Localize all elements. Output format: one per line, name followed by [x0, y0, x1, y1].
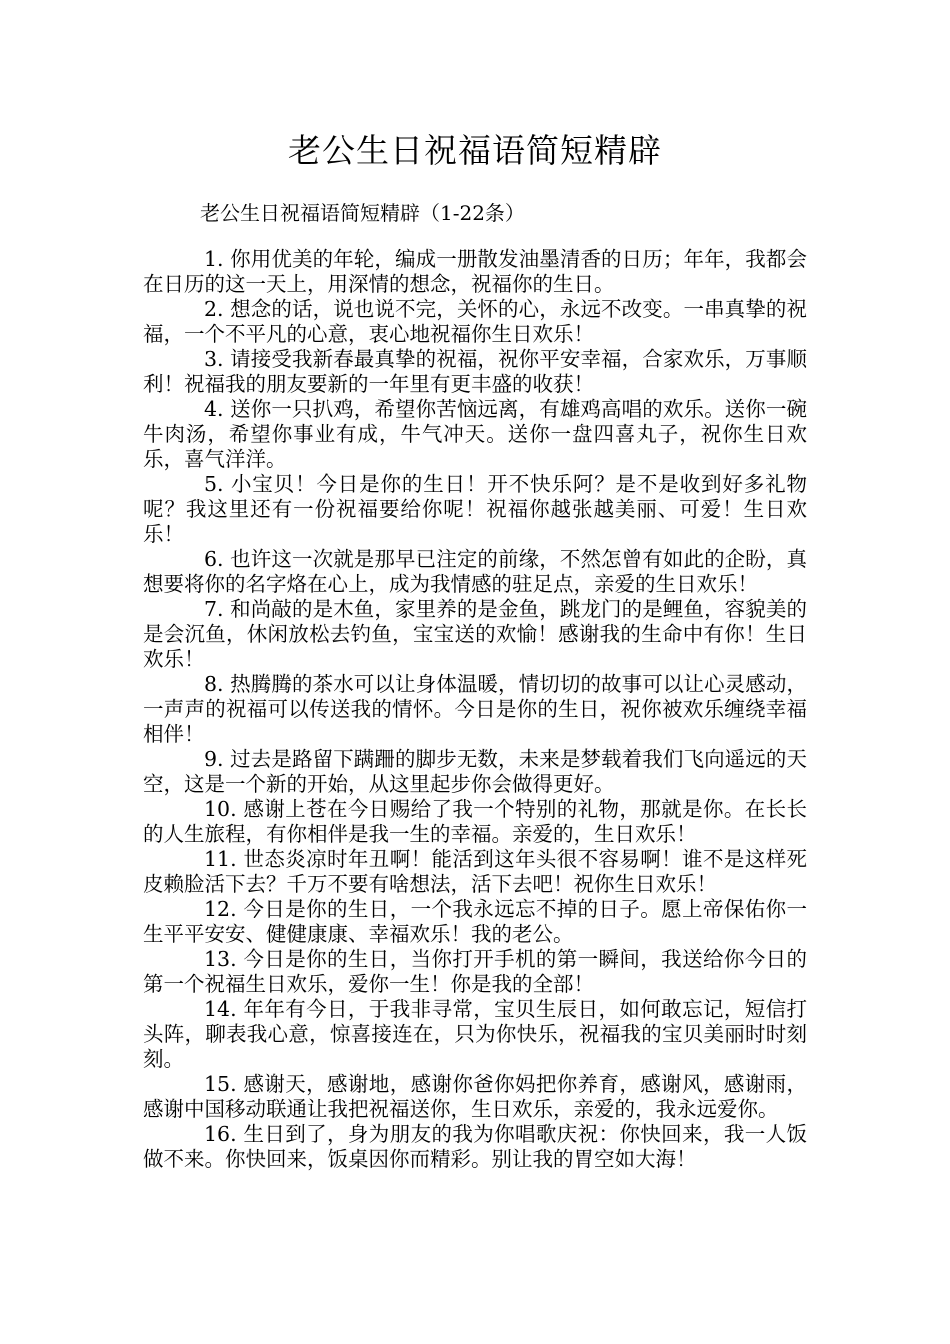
- list-item: 11. 世态炎凉时年丑啊！能活到这年头很不容易啊！谁不是这样死皮赖脸活下去？千万不要有啥想法，活下去吧！祝你生日欢乐！: [143, 847, 807, 896]
- list-item: 4. 送你一只扒鸡，希望你苦恼远离，有雄鸡高唱的欢乐。送你一碗牛肉汤，希望你事业有成，牛气冲天。送你一盘四喜丸子，祝你生日欢乐，喜气洋洋。: [143, 397, 807, 471]
- list-item: 12. 今日是你的生日，一个我永远忘不掉的日子。愿上帝保佑你一生平平安安、健健康康、幸福欢乐！我的老公。: [143, 897, 807, 946]
- list-item: 3. 请接受我新春最真挚的祝福，祝你平安幸福，合家欢乐，万事顺利！祝福我的朋友要新的一年里有更丰盛的收获！: [143, 347, 807, 396]
- list-item: 9. 过去是路留下蹒跚的脚步无数，未来是梦载着我们飞向遥远的天空，这是一个新的开始，从这里起步你会做得更好。: [143, 747, 807, 796]
- document-title: 老公生日祝福语简短精辟: [288, 131, 662, 170]
- list-item: 13. 今日是你的生日，当你打开手机的第一瞬间，我送给你今日的第一个祝福生日欢乐，爱你一生！你是我的全部！: [143, 947, 807, 996]
- list-item: 7. 和尚敲的是木鱼，家里养的是金鱼，跳龙门的是鲤鱼，容貌美的是会沉鱼，休闲放松去钓鱼，宝宝送的欢愉！感谢我的生命中有你！生日欢乐！: [143, 597, 807, 671]
- list-item: 16. 生日到了，身为朋友的我为你唱歌庆祝：你快回来，我一人饭做不来。你快回来，饭桌因你而精彩。别让我的胃空如大海！: [143, 1122, 807, 1171]
- list-item: 6. 也许这一次就是那早已注定的前缘，不然怎曾有如此的企盼，真想要将你的名字烙在心上，成为我情感的驻足点，亲爱的生日欢乐！: [143, 547, 807, 596]
- list-item: 15. 感谢天，感谢地，感谢你爸你妈把你养育，感谢风，感谢雨，感谢中国移动联通让我把祝福送你，生日欢乐，亲爱的，我永远爱你。: [143, 1072, 807, 1121]
- list-item: 1. 你用优美的年轮，编成一册散发油墨清香的日历；年年，我都会在日历的这一天上，用深情的想念，祝福你的生日。: [143, 247, 807, 296]
- document-body: [143, 247, 807, 1172]
- list-item: 2. 想念的话，说也说不完，关怀的心，永远不改变。一串真挚的祝福，一个不平凡的心意，衷心地祝福你生日欢乐！: [143, 297, 807, 346]
- list-item: 10. 感谢上苍在今日赐给了我一个特别的礼物，那就是你。在长长的人生旅程，有你相伴是我一生的幸福。亲爱的，生日欢乐！: [143, 797, 807, 846]
- list-item: 8. 热腾腾的茶水可以让身体温暖，情切切的故事可以让心灵感动，一声声的祝福可以传送我的情怀。今日是你的生日，祝你被欢乐缠绕幸福相伴！: [143, 672, 807, 746]
- list-item: 5. 小宝贝！今日是你的生日！开不快乐阿？是不是收到好多礼物呢？我这里还有一份祝福要给你呢！祝福你越张越美丽、可爱！生日欢乐！: [143, 472, 807, 546]
- list-item: 14. 年年有今日，于我非寻常，宝贝生辰日，如何敢忘记，短信打头阵，聊表我心意，惊喜接连在，只为你快乐，祝福我的宝贝美丽时时刻刻。: [143, 997, 807, 1071]
- document-subtitle: 老公生日祝福语简短精辟（1-22条）: [200, 201, 525, 225]
